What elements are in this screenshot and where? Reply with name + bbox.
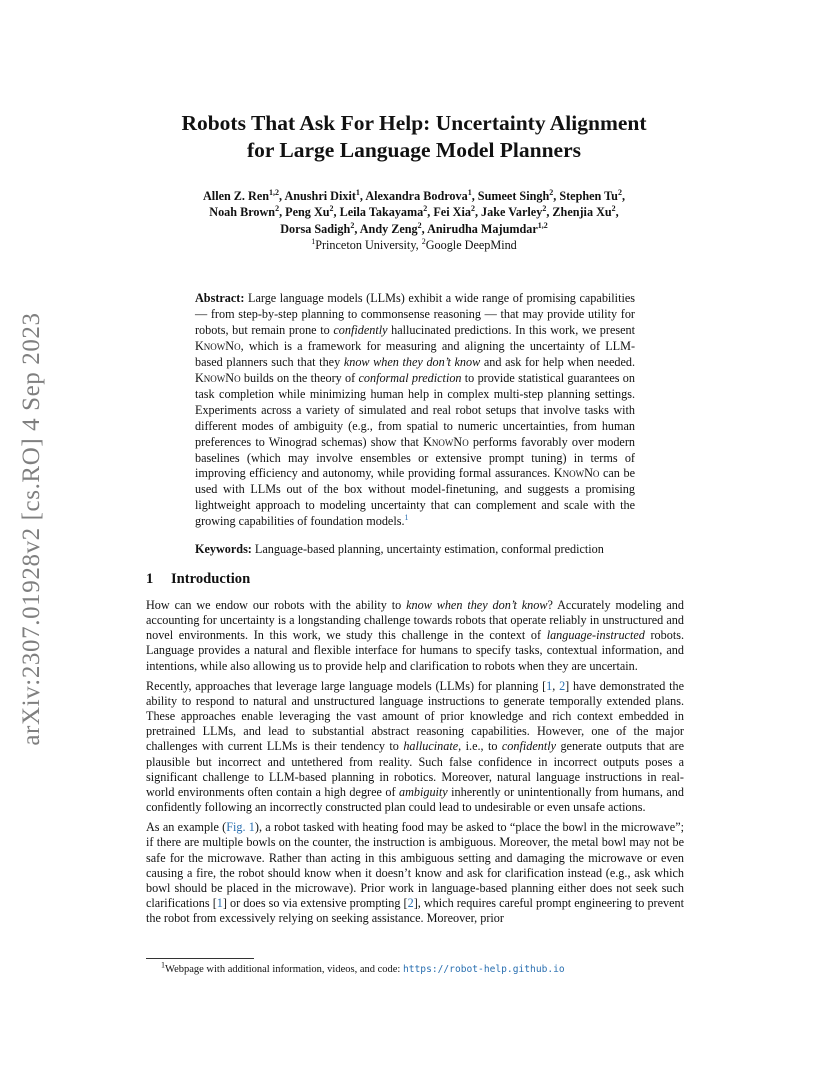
- emphasis: confidently: [333, 322, 388, 337]
- author-name: Anirudha Majumdar: [427, 221, 538, 236]
- affil-sup: 2: [421, 236, 426, 246]
- author-name: Leila Takayama: [339, 205, 424, 220]
- keywords: [195, 541, 635, 557]
- author-name: Alexandra Bodrova: [365, 189, 468, 203]
- paragraph-2: [146, 679, 684, 815]
- footnote-link[interactable]: 1: [404, 513, 409, 523]
- text: ], which requires careful prompt engineering to prevent the robot from excessively relying on seeking assistance. Moreover, prior: [146, 895, 684, 926]
- citation-link[interactable]: 1: [546, 678, 553, 693]
- footnote-mark: 1: [161, 960, 165, 970]
- author-name: Dorsa Sadigh: [280, 221, 351, 236]
- abstract-text: Large language models (LLMs) exhibit a wide range of promising capabilities — from step-by-step planning to commonsense reasoning — that may provide utility for robots, but remain prone to: [195, 291, 635, 337]
- author-line-2: [150, 204, 678, 220]
- author-name: Stephen Tu: [559, 189, 618, 203]
- affil-sup: 1,2: [537, 220, 548, 230]
- sep: ,: [474, 205, 482, 220]
- citation-link[interactable]: 1: [216, 895, 223, 910]
- sep: ,: [359, 189, 366, 203]
- abstract-text: , which is a framework for measuring and aligning the uncertainty of LLM-based planners such that they: [195, 338, 635, 369]
- footnote: [161, 960, 565, 977]
- author-name: Sumeet Singh: [477, 189, 550, 203]
- paragraph-3: [146, 820, 684, 926]
- sep: ,: [427, 205, 434, 220]
- title-line-1: Robots That Ask For Help: Uncertainty Alignment: [181, 111, 647, 135]
- affil-sup: 2: [549, 187, 554, 197]
- webpage-link[interactable]: https://robot-help.github.io: [402, 964, 565, 975]
- section-heading: [146, 571, 250, 588]
- text: ] or does so via extensive prompting [: [222, 895, 408, 910]
- sep: ,: [354, 221, 360, 236]
- emphasis: know when they don’t know: [406, 598, 548, 612]
- keywords-label: Keywords:: [195, 542, 252, 556]
- emphasis: conformal prediction: [358, 370, 462, 385]
- text: As an example (: [146, 820, 227, 835]
- knowno-name: KnowNo: [423, 434, 469, 449]
- abstract-text: performs favorably over modern baselines (which may involve ensembles or extensive prompt tuning) in terms of improving efficiency and autonomy, while providing formal assurances.: [195, 434, 635, 481]
- affil-sup: 2: [417, 220, 422, 230]
- text: ), a robot tasked with heating food may be asked to “place the bowl in the microwave”; if there are multiple bowls on the counter, the instruction is ambiguous. Moreover, the metal bowl may not be safe for the microwave. Rather than acting in this ambiguous setting and damaging the microwave or even causing a fire, the robot should know when it doesn’t know and ask for clarification instead (e.g., ask which bowl should be placed in the microwave). Prior work in language-based planning either does not seek such clarifications [: [146, 820, 684, 910]
- footnote-rule: [146, 958, 254, 959]
- abstract-text: builds on the theory of: [240, 370, 359, 385]
- author-line-1: [150, 188, 678, 204]
- abstract-label: Abstract:: [195, 291, 245, 305]
- affil-sup: 2: [423, 204, 428, 214]
- affiliations: [150, 237, 678, 253]
- section-title: Introduction: [171, 571, 251, 587]
- arxiv-identifier: [14, 292, 50, 766]
- intro-body: [146, 598, 684, 931]
- paragraph-1: [146, 598, 684, 674]
- knowno-name: KnowNo: [553, 466, 600, 481]
- affil-sup: 2: [617, 187, 622, 197]
- author-list: [150, 188, 678, 237]
- emphasis: confidently: [501, 739, 557, 754]
- sep: ,: [546, 205, 553, 220]
- affiliation-2: Google DeepMind: [425, 238, 517, 252]
- author-name: Andy Zeng: [359, 221, 418, 236]
- footnote-text: Webpage with additional information, videos, and code:: [165, 964, 403, 975]
- sep: ,: [553, 189, 560, 203]
- text: inherently or unintentionally from humans, and confidently following an incorrectly constructed plan could lead to undesirable or even unsafe actions.: [146, 784, 684, 815]
- author-name: Anushri Dixit: [284, 189, 356, 203]
- sep: ,: [615, 205, 619, 220]
- text: robots. Language provides a natural and flexible interface for humans to specify tasks, contextual information, and intentions, while also allowing us to provide help and clarification to robots when they are uncertain.: [146, 628, 684, 673]
- author-name: Zhenjia Xu: [552, 205, 612, 220]
- abstract: [195, 291, 635, 530]
- knowno-name: KnowNo: [195, 370, 241, 385]
- text: , i.e., to: [458, 739, 502, 754]
- sep: ,: [621, 189, 625, 203]
- author-name: Allen Z. Ren: [203, 189, 270, 203]
- affil-sup: 2: [611, 204, 616, 214]
- sep: ,: [471, 189, 478, 203]
- affil-sup: 2: [350, 220, 355, 230]
- knowno-name: KnowNo: [195, 338, 241, 353]
- sep: ,: [279, 189, 285, 203]
- author-line-3: [150, 221, 678, 237]
- emphasis: ambiguity: [398, 784, 448, 799]
- keywords-text: Language-based planning, uncertainty estimation, conformal prediction: [251, 542, 604, 556]
- affil-sup: 1,2: [269, 187, 280, 197]
- text: ? Accurately modeling and accounting for uncertainty is a longstanding challenge towards robots that operate reliably in unstructured and novel environments. In this work, we study this challenge in the context of: [146, 598, 684, 643]
- abstract-text: hallucinated predictions. In this work, we present: [387, 322, 635, 337]
- figure-link[interactable]: Fig. 1: [226, 820, 255, 835]
- emphasis: language-instructed: [546, 628, 645, 643]
- text: ] have demonstrated the ability to respond to natural and unstructured language instructions to generate temporally extended plans. These approaches enable leveraging the vast amount of prior knowledge and rich context embedded in pretrained LLMs, and lead to substantial abstract reasoning capabilities. However, one of the major challenges with current LLMs is their tendency to: [146, 678, 684, 754]
- citation-link[interactable]: 2: [559, 678, 566, 693]
- author-name: Noah Brown: [209, 205, 276, 220]
- text: Recently, approaches that leverage large language models (LLMs) for planning [: [146, 678, 547, 693]
- title-line-2: for Large Language Model Planners: [246, 138, 582, 162]
- author-name: Fei Xia: [433, 205, 471, 220]
- affil-sup: 1: [355, 187, 360, 197]
- abstract-text: and ask for help when needed.: [480, 354, 635, 369]
- affil-sup: 2: [470, 204, 475, 214]
- section-number: 1: [146, 571, 154, 587]
- paper-title: [0, 110, 828, 164]
- affil-sup: 2: [275, 204, 280, 214]
- affil-sup: 2: [542, 204, 547, 214]
- affil-sup: 1: [311, 236, 316, 246]
- arxiv-id-text: arXiv:2307.01928v2 [cs.RO] 4 Sep 2023: [18, 312, 45, 746]
- text: ,: [552, 678, 560, 693]
- sep: ,: [279, 205, 286, 220]
- affil-sup: 1: [467, 187, 472, 197]
- author-name: Peng Xu: [285, 205, 330, 220]
- emphasis: hallucinate: [403, 739, 459, 754]
- emphasis: know when they don’t know: [343, 354, 481, 369]
- affil-sup: 2: [329, 204, 334, 214]
- text: How can we endow our robots with the ability to: [146, 598, 407, 612]
- abstract-text: can be used with LLMs out of the box without model-finetuning, and suggests a promising lightweight approach to modeling uncertainty that can complement and scale with the growing capabilities of foundation models.: [195, 466, 636, 529]
- sep: ,: [333, 205, 340, 220]
- sep: ,: [421, 221, 428, 236]
- author-name: Jake Varley: [481, 205, 543, 220]
- text: generate outputs that are plausible but incorrect and untethered from reality. Such false confidence in incorrect outputs poses a significant challenge to LLM-based planning in robotics. Moreover, natural language instructions in real-world environments often contain a high degree of: [146, 739, 685, 799]
- citation-link[interactable]: 2: [407, 895, 414, 910]
- affiliation-1: Princeton University,: [315, 238, 422, 252]
- abstract-text: to provide statistical guarantees on task completion while minimizing human help in complex multi-step planning settings. Experiments across a variety of simulated and real robot setups that involve tasks with different modes of ambiguity (e.g., from spatial to numeric uncertainties, from human preferences to Winograd schemas) show that: [195, 370, 635, 449]
